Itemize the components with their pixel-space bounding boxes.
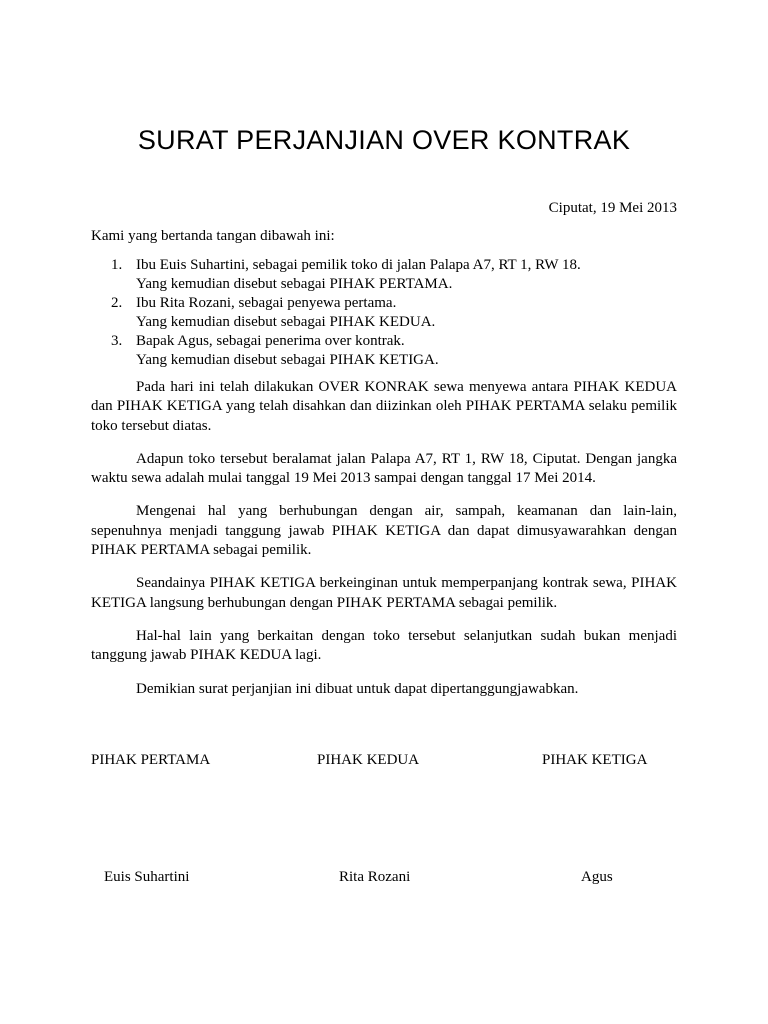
list-number: 1. bbox=[111, 257, 123, 273]
signature-names bbox=[0, 868, 768, 888]
name-second-party: Rita Rozani bbox=[339, 869, 411, 885]
list-item bbox=[91, 332, 691, 370]
body-paragraphs bbox=[91, 378, 677, 713]
page-title: SURAT PERJANJIAN OVER KONTRAK bbox=[137, 125, 631, 155]
signature-roles bbox=[0, 751, 768, 771]
paragraph: Hal-hal lain yang berkaitan dengan toko tersebut selanjutkan sudah bukan menjadi tanggung jawab PIHAK KEDUA lagi. bbox=[91, 627, 677, 664]
paragraph: Demikian surat perjanjian ini dibuat untuk dapat dipertanggungjawabkan. bbox=[136, 680, 579, 697]
role-first-party: PIHAK PERTAMA bbox=[91, 752, 211, 768]
party-designation: Yang kemudian disebut sebagai PIHAK KEDUA. bbox=[136, 314, 436, 330]
party-description: Ibu Rita Rozani, sebagai penyewa pertama. bbox=[136, 295, 397, 311]
party-description: Ibu Euis Suhartini, sebagai pemilik toko di jalan Palapa A7, RT 1, RW 18. bbox=[136, 257, 581, 273]
role-third-party: PIHAK KETIGA bbox=[542, 752, 648, 768]
party-list bbox=[91, 256, 691, 370]
list-number: 2. bbox=[111, 295, 123, 311]
paragraph: Seandainya PIHAK KETIGA berkeinginan untuk memperpanjang kontrak sewa, PIHAK KETIGA langsung berhubungan dengan PIHAK PERTAMA sebagai pemilik. bbox=[91, 575, 677, 611]
role-second-party: PIHAK KEDUA bbox=[317, 752, 420, 768]
list-item bbox=[91, 256, 691, 294]
party-description: Bapak Agus, sebagai penerima over kontrak. bbox=[136, 333, 405, 349]
paragraph: Adapun toko tersebut beralamat jalan Palapa A7, RT 1, RW 18, Ciputat. Dengan jangka waktu sewa adalah mulai tanggal 19 Mei 2013 sampai dengan tanggal 17 Mei 2014. bbox=[91, 450, 677, 487]
intro-text: Kami yang bertanda tangan dibawah ini: bbox=[91, 228, 335, 244]
name-third-party: Agus bbox=[581, 869, 613, 885]
party-designation: Yang kemudian disebut sebagai PIHAK KETIGA. bbox=[136, 352, 439, 368]
paragraph: Pada hari ini telah dilakukan OVER KONRAK sewa menyewa antara PIHAK KEDUA dan PIHAK KETIGA yang telah disahkan dan diizinkan oleh PIHAK PERTAMA selaku pemilik toko tersebut diatas. bbox=[91, 379, 677, 434]
name-first-party: Euis Suhartini bbox=[104, 869, 190, 885]
list-number: 3. bbox=[111, 333, 123, 349]
paragraph: Mengenai hal yang berhubungan dengan air, sampah, keamanan dan lain-lain, sepenuhnya menjadi tanggung jawab PIHAK KETIGA dan dapat dimusyawarahkan dengan PIHAK PERTAMA sebagai pemilik. bbox=[91, 503, 677, 559]
date-line: Ciputat, 19 Mei 2013 bbox=[548, 200, 677, 216]
list-item bbox=[91, 294, 691, 332]
party-designation: Yang kemudian disebut sebagai PIHAK PERTAMA. bbox=[136, 276, 453, 292]
